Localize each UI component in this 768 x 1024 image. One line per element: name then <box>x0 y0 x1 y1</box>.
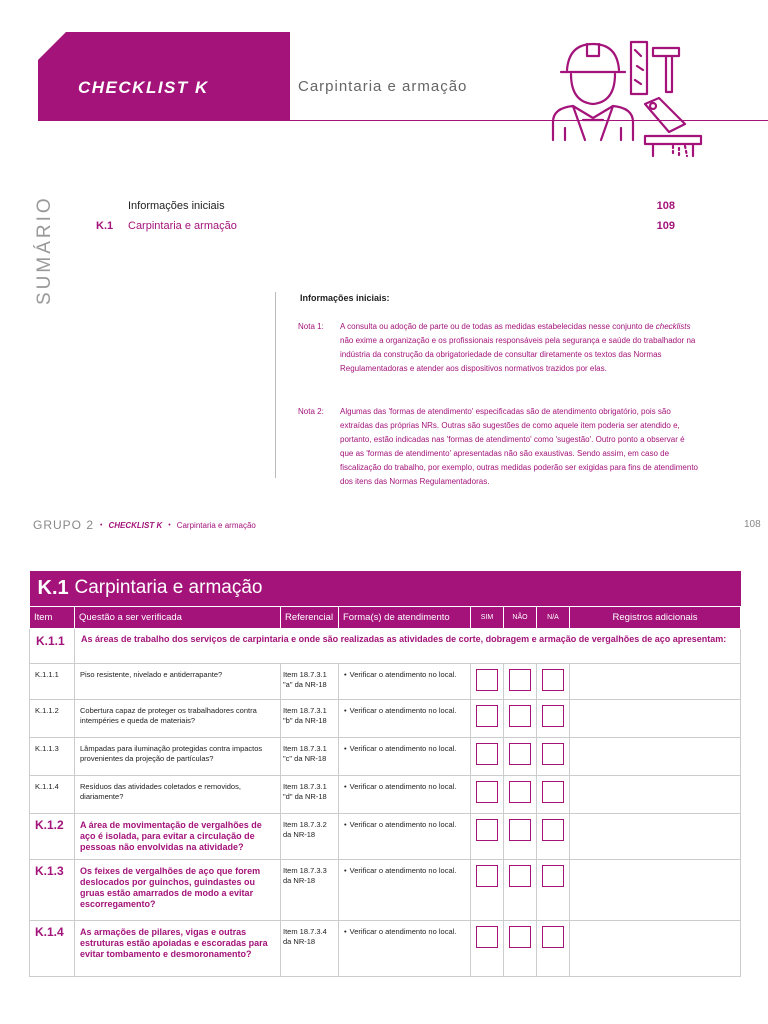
col-na: N/A <box>537 606 570 628</box>
toc-item-page: 109 <box>656 220 675 232</box>
check-cell-na <box>537 775 570 813</box>
check-cell-sim <box>471 859 504 920</box>
item-id: K.1.1.3 <box>30 737 75 775</box>
check-cell-sim <box>471 920 504 976</box>
col-referencial: Referencial <box>281 606 339 628</box>
item-forma <box>339 859 471 920</box>
forma-text: Verificar o atendimento no local. <box>349 926 457 936</box>
item-forma <box>339 920 471 976</box>
table-row <box>30 663 741 699</box>
item-referencial: Item 18.7.3.1 "b" da NR-18 <box>281 699 339 737</box>
group-question: As áreas de trabalho dos serviços de carpintaria e onde são realizadas as atividades de corte, dobragem e armação de vergalhões de aço apresentam: <box>75 628 741 663</box>
checkbox-na[interactable] <box>542 926 564 948</box>
registros-field[interactable] <box>570 699 741 737</box>
registros-field[interactable] <box>570 663 741 699</box>
check-cell-na <box>537 737 570 775</box>
nota-label: Nota 2: <box>298 407 324 416</box>
checkbox-sim[interactable] <box>476 865 498 887</box>
sumario-label: SUMÁRIO <box>34 195 55 305</box>
checkbox-nao[interactable] <box>509 669 531 691</box>
item-referencial: Item 18.7.3.1 "d" da NR-18 <box>281 775 339 813</box>
bullet-icon: • <box>344 743 347 753</box>
check-cell-sim <box>471 737 504 775</box>
item-question: Lâmpadas para iluminação protegidas contra impactos provenientes da projeção de partículas? <box>75 737 281 775</box>
footer-group: GRUPO 2 <box>33 518 95 532</box>
check-cell-sim <box>471 699 504 737</box>
table-row <box>30 859 741 920</box>
section-id: K.1 <box>30 571 75 606</box>
check-cell-nao <box>504 775 537 813</box>
item-forma <box>339 699 471 737</box>
check-cell-nao <box>504 663 537 699</box>
nota-1 <box>298 320 698 398</box>
checkbox-na[interactable] <box>542 865 564 887</box>
info-heading: Informações iniciais: <box>300 293 390 303</box>
checkbox-sim[interactable] <box>476 669 498 691</box>
checkbox-nao[interactable] <box>509 926 531 948</box>
forma-text: Verificar o atendimento no local. <box>349 705 457 715</box>
checkbox-sim[interactable] <box>476 819 498 841</box>
forma-text: Verificar o atendimento no local. <box>349 781 457 791</box>
table-row <box>30 920 741 976</box>
forma-text: Verificar o atendimento no local. <box>349 669 457 679</box>
checkbox-sim[interactable] <box>476 781 498 803</box>
construction-worker-carpentry-icon <box>545 36 705 162</box>
checklist-title: CHECKLIST K <box>78 78 209 97</box>
running-footer: GRUPO 2 • CHECKLIST K • Carpintaria e armação <box>33 518 256 532</box>
item-id: K.1.1.1 <box>30 663 75 699</box>
section-header <box>30 571 741 606</box>
item-forma <box>339 775 471 813</box>
checkbox-na[interactable] <box>542 819 564 841</box>
item-id: K.1.1.4 <box>30 775 75 813</box>
check-cell-sim <box>471 663 504 699</box>
item-referencial: Item 18.7.3.1 "a" da NR-18 <box>281 663 339 699</box>
header-band <box>38 32 290 121</box>
bullet-icon: • <box>344 926 347 936</box>
item-referencial: Item 18.7.3.2 da NR-18 <box>281 813 339 859</box>
forma-text: Verificar o atendimento no local. <box>349 819 457 829</box>
group-row <box>30 628 741 663</box>
item-referencial: Item 18.7.3.1 "c" da NR-18 <box>281 737 339 775</box>
registros-field[interactable] <box>570 813 741 859</box>
registros-field[interactable] <box>570 775 741 813</box>
toc-item-label: Informações iniciais <box>128 200 225 212</box>
checkbox-nao[interactable] <box>509 743 531 765</box>
check-cell-nao <box>504 859 537 920</box>
table-row <box>30 699 741 737</box>
item-id: K.1.3 <box>30 859 75 920</box>
registros-field[interactable] <box>570 859 741 920</box>
check-cell-nao <box>504 737 537 775</box>
toc-item-label: Carpintaria e armação <box>128 220 237 232</box>
col-registros: Registros adicionais <box>570 606 741 628</box>
checkbox-na[interactable] <box>542 781 564 803</box>
bullet-icon: • <box>344 819 347 829</box>
checklist-subtitle: Carpintaria e armação <box>298 78 468 95</box>
check-cell-na <box>537 699 570 737</box>
item-forma <box>339 813 471 859</box>
item-question: Piso resistente, nivelado e antiderrapante? <box>75 663 281 699</box>
checkbox-nao[interactable] <box>509 781 531 803</box>
checkbox-nao[interactable] <box>509 705 531 727</box>
table-row <box>30 737 741 775</box>
col-formas: Forma(s) de atendimento <box>339 606 471 628</box>
item-id: K.1.2 <box>30 813 75 859</box>
item-referencial: Item 18.7.3.3 da NR-18 <box>281 859 339 920</box>
registros-field[interactable] <box>570 920 741 976</box>
checkbox-na[interactable] <box>542 669 564 691</box>
checkbox-na[interactable] <box>542 743 564 765</box>
item-forma <box>339 663 471 699</box>
forma-text: Verificar o atendimento no local. <box>349 743 457 753</box>
check-cell-nao <box>504 813 537 859</box>
check-cell-sim <box>471 813 504 859</box>
bullet-icon: • <box>344 669 347 679</box>
check-cell-nao <box>504 920 537 976</box>
nota-text: Algumas das 'formas de atendimento' especificadas são de atendimento obrigatório, pois são extraídas das próprias NRs. Outras são sugestões de como aquele item poderia ser atendido e, portanto, estão indicadas nas 'formas de atendimento' como 'sugestão'. Outro ponto a observar é que as 'formas de atendimento' apresentadas não são exaustivas. Sendo assim, em caso de fiscalização do trabalho, por exemplo, outras medidas poderão ser exigidas para fins de atendimento dos itens das Normas Regulamentadoras. <box>340 407 698 486</box>
col-item: Item <box>30 606 75 628</box>
footer-checklist: CHECKLIST K <box>108 520 163 530</box>
item-question: As armações de pilares, vigas e outras estruturas estão apoiadas e escoradas para evitar tombamento e desmoronamento? <box>75 920 281 976</box>
checkbox-nao[interactable] <box>509 819 531 841</box>
checkbox-na[interactable] <box>542 705 564 727</box>
registros-field[interactable] <box>570 737 741 775</box>
toc-item-num: K.1 <box>96 220 114 232</box>
column-headers <box>30 606 741 628</box>
footer-section: Carpintaria e armação <box>176 520 256 530</box>
nota-label: Nota 1: <box>298 322 324 331</box>
check-cell-na <box>537 813 570 859</box>
item-question: Os feixes de vergalhões de aço que forem deslocados por guinchos, guindastes ou gruas estão amarrados de modo a evitar escorregamento? <box>75 859 281 920</box>
item-question: Resíduos das atividades coletados e removidos, diariamente? <box>75 775 281 813</box>
table-row <box>30 775 741 813</box>
divider <box>275 292 276 478</box>
checkbox-sim[interactable] <box>476 743 498 765</box>
col-sim: SIM <box>471 606 504 628</box>
checklist-table <box>29 571 741 977</box>
nota-2 <box>298 405 698 489</box>
item-id: K.1.1.2 <box>30 699 75 737</box>
col-questao: Questão a ser verificada <box>75 606 281 628</box>
group-id: K.1.1 <box>30 628 75 663</box>
check-cell-na <box>537 920 570 976</box>
nota-text: A consulta ou adoção de parte ou de todas as medidas estabelecidas nesse conjunto de checklists não exime a organização e os profissionais responsáveis pela segurança e saúde do trabalhador na indústria da construção da obrigatoriedade de consultar diretamente os textos das Normas Regulamentadoras e atender aos dispositivos normativos trazidos por elas. <box>340 322 696 373</box>
item-question: Cobertura capaz de proteger os trabalhadores contra intempéries e queda de materiais? <box>75 699 281 737</box>
bullet-icon: • <box>344 705 347 715</box>
item-id: K.1.4 <box>30 920 75 976</box>
toc-item-page: 108 <box>656 200 675 212</box>
section-title: Carpintaria e armação <box>75 571 741 606</box>
col-nao: NÃO <box>504 606 537 628</box>
bullet-icon: • <box>344 781 347 791</box>
item-forma <box>339 737 471 775</box>
item-referencial: Item 18.7.3.4 da NR-18 <box>281 920 339 976</box>
check-cell-sim <box>471 775 504 813</box>
forma-text: Verificar o atendimento no local. <box>349 865 457 875</box>
table-row <box>30 813 741 859</box>
page-number: 108 <box>744 519 761 530</box>
checkbox-sim[interactable] <box>476 926 498 948</box>
checkbox-nao[interactable] <box>509 865 531 887</box>
checkbox-sim[interactable] <box>476 705 498 727</box>
item-question: A área de movimentação de vergalhões de aço é isolada, para evitar a circulação de pessoas não envolvidas na atividade? <box>75 813 281 859</box>
check-cell-nao <box>504 699 537 737</box>
bullet-icon: • <box>344 865 347 875</box>
check-cell-na <box>537 859 570 920</box>
check-cell-na <box>537 663 570 699</box>
